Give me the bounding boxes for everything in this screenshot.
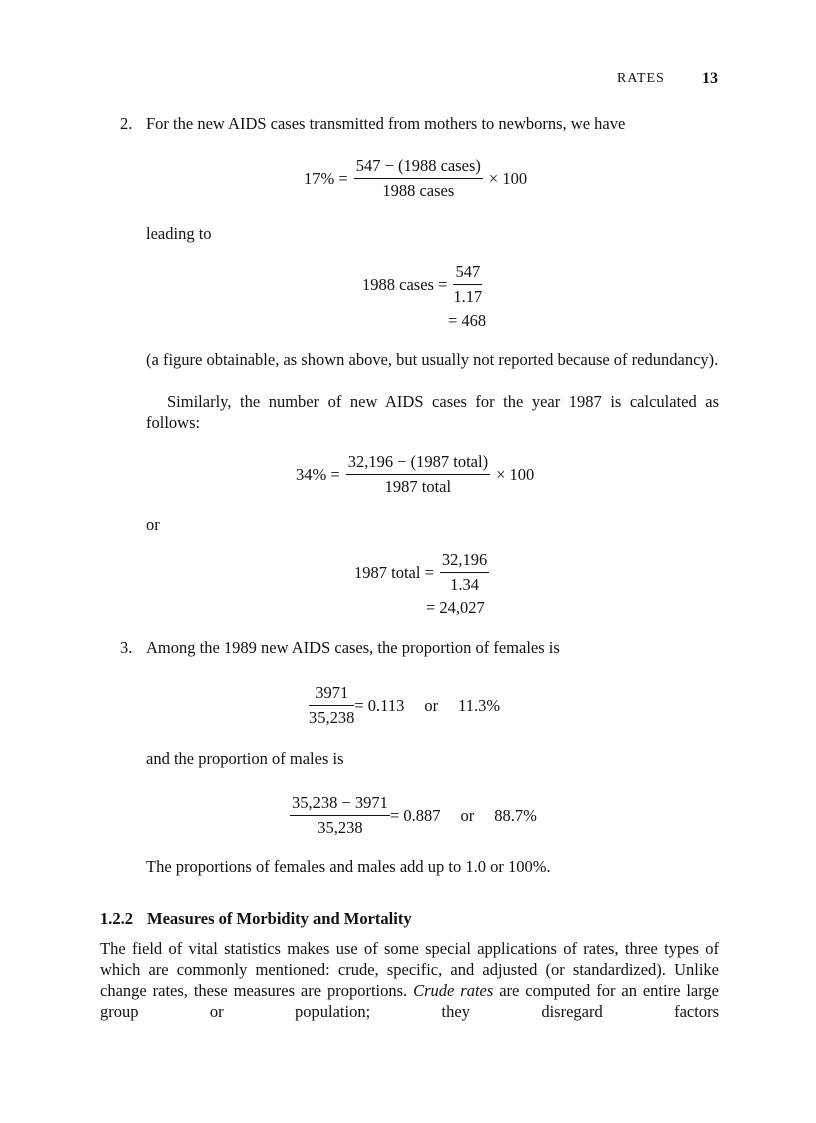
denominator: 1.17 [453,287,483,306]
body-term-crude-rates: Crude rates [413,981,494,1000]
denominator: 1988 cases [382,181,455,200]
or-text: or [460,805,475,825]
percentage: 88.7% [494,805,537,825]
body-text: The field of vital statistics makes use of some special applications of rates, three types of which are commonly mentioned: crude, specific, and adjusted (or standardized). Unlike change rates, these measures are proportions. [100,939,719,1000]
numerator: 32,196 − (1987 total) [346,452,490,475]
fraction [453,262,482,307]
paragraph-similarly: Similarly, the number of new AIDS cases for the year 1987 is calculated as follows: [146,392,719,432]
denominator: 35,238 [309,708,355,727]
equation-rhs: = 0.887 [389,805,441,825]
percentage: 11.3% [458,695,501,715]
equation-lhs: 17% = [304,168,348,188]
equation-34-percent [296,452,534,497]
equation-rhs: × 100 [488,168,528,188]
equation-result: = 468 [448,311,487,330]
numerator: 3971 [309,683,354,706]
paragraph-redundancy: (a figure obtainable, as shown above, but usually not reported because of redundancy). [146,350,719,369]
equation-1988-cases [362,262,482,307]
section-title: Measures of Morbidity and Mortality [147,909,412,928]
fraction [290,793,390,838]
section-heading [100,909,412,929]
numerator: 35,238 − 3971 [290,793,390,816]
sum-text: The proportions of females and males add up to 1.0 or 100%. [146,857,551,876]
denominator: 1987 total [384,477,452,496]
denominator: 1.34 [450,575,480,594]
or-text: or [424,695,439,715]
numerator: 547 [453,262,482,285]
equation-17-percent [304,156,527,201]
equation-lhs: 1988 cases = [362,274,448,294]
section-number: 1.2.2 [100,909,133,928]
males-text: and the proportion of males is [146,749,344,768]
body-text-end: are computed for an entire large group or population; they disregard factors [100,981,720,1021]
fraction [440,550,489,595]
equation-result: = 24,027 [426,598,485,617]
equation-lhs: 34% = [296,464,340,484]
fraction [346,452,490,497]
equation-1987-total [354,550,489,595]
equation-female-proportion [309,683,500,728]
equation-lhs: 1987 total = [354,562,434,582]
or-text: or [146,515,160,534]
section-body [100,938,719,1022]
numerator: 547 − (1988 cases) [354,156,483,179]
page-number: 13 [702,70,718,87]
item-number: 3. [120,638,133,657]
item-text: For the new AIDS cases transmitted from mothers to newborns, we have [146,114,626,133]
fraction [309,683,354,728]
running-title: RATES [617,71,665,86]
denominator: 35,238 [317,818,363,837]
item-number: 2. [120,114,133,133]
equation-rhs: = 0.113 [354,695,405,715]
equation-male-proportion [290,793,537,838]
fraction [354,156,483,201]
item-text: Among the 1989 new AIDS cases, the proportion of females is [146,638,560,657]
numerator: 32,196 [440,550,489,573]
leading-to-text: leading to [146,224,212,243]
equation-rhs: × 100 [496,464,535,484]
